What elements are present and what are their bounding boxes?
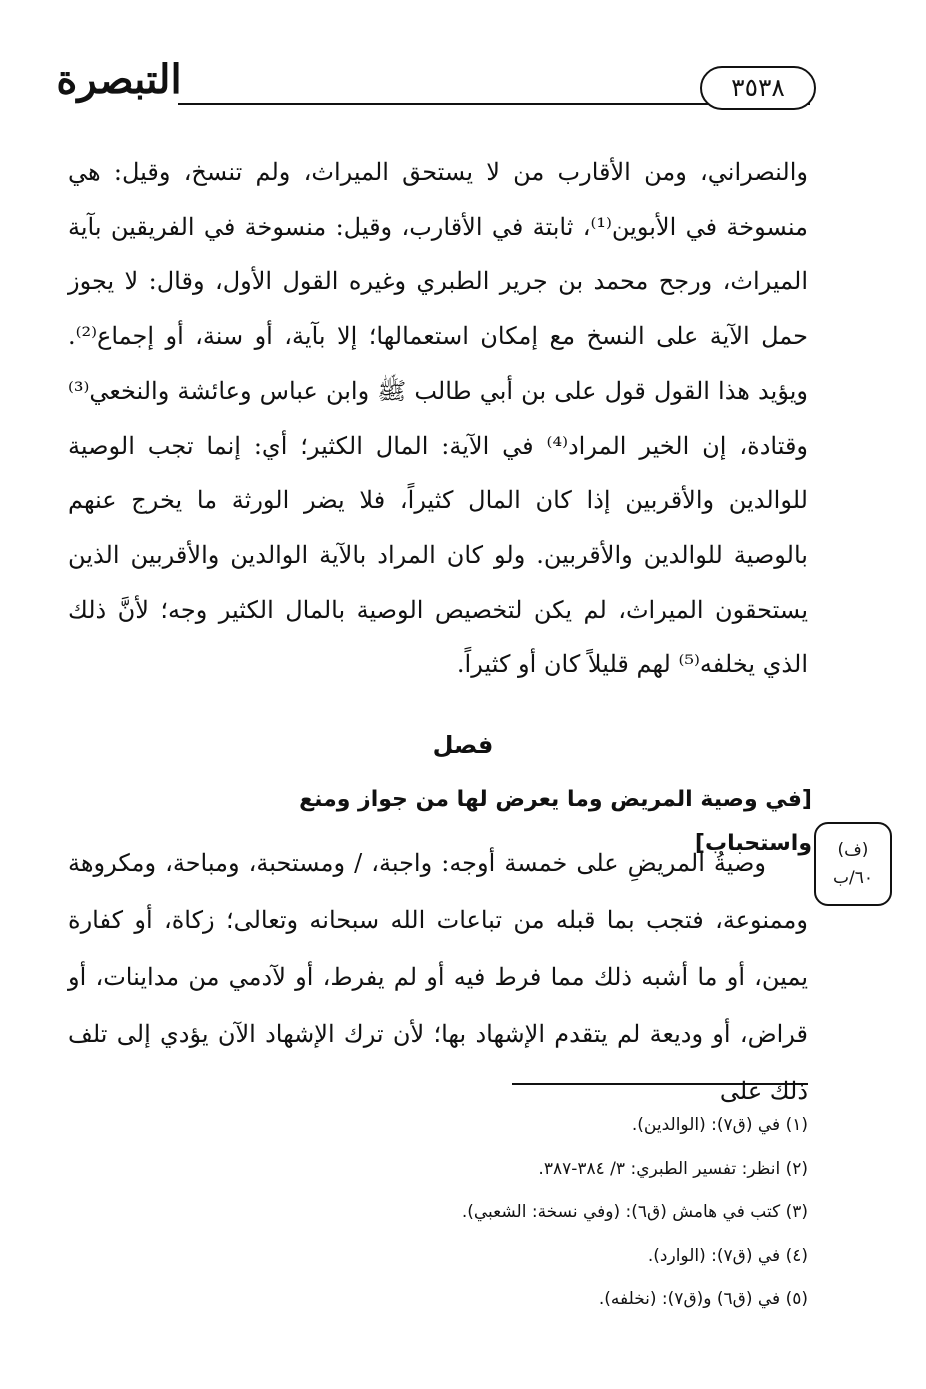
- page-number: ٣٥٣٨: [700, 66, 816, 110]
- second-paragraph: [68, 835, 808, 1120]
- footnotes: [200, 1104, 808, 1322]
- main-paragraph: [68, 145, 808, 692]
- footnote-2: (٢) انظر: تفسير الطبري: ٣/ ٣٨٤-٣٨٧.: [538, 1158, 808, 1179]
- book-title-logo: التبصرة: [56, 56, 182, 103]
- footnote-3: (٣) كتب في هامش (ق٦): (وفي نسخة: الشعبي).: [461, 1202, 808, 1222]
- footnote-separator: [512, 1083, 808, 1085]
- margin-note-line-1: (ف): [837, 840, 869, 860]
- footnote-4: (٤) في (ق٧): (الوارد).: [647, 1245, 808, 1266]
- footnote-1: (١) في (ق٧): (الوالدين).: [631, 1115, 808, 1135]
- manuscript-margin-note: [814, 822, 892, 906]
- second-paragraph-text: وصيةُ المريضِ على خمسة أوجه: واجبة، / ومستحبة، ومباحة، ومكروهة وممنوعة، فتجب بما قبله من تباعات الله سبحانه وتعالى؛ زكاة، أو كفارة يمين، أو ما أشبه ذلك مما فرط فيه أو لم يفرط، أو لآدمي من مداينات، أو قراض، أو وديعة لم يتقدم الإشهاد بها؛ لأن ترك الإشهاد الآن يؤدي إلى تلف ذلك على: [68, 849, 808, 1105]
- margin-note-line-2: ٦٠/ب: [833, 868, 873, 888]
- footnote-5: (٥) في (ق٦) و(ق٧): (نخلفه).: [598, 1289, 808, 1309]
- section-subheading: [في وصية المريض وما يعرض لها من جواز ومنع واستحباب]: [299, 787, 812, 856]
- section-heading: فصل: [432, 731, 494, 759]
- main-paragraph-text: والنصراني، ومن الأقارب من لا يستحق الميراث، ولم تنسخ، وقيل: هي منسوخة في الأبوين⁽¹⁾، ثابتة في الأقارب، وقيل: منسوخة في الفريقين بآية الميراث، ورجح محمد بن جرير الطبري وغيره القول الأول، وقال: لا يجوز حمل الآية على النسخ مع إمكان استعمالها؛ إلا بآية، أو سنة، أو إجماع⁽²⁾. ويؤيد هذا القول قول على بن أبي طالب ﷺ وابن عباس وعائشة والنخعي⁽³⁾ وقتادة، إن الخير المراد⁽⁴⁾ في الآية: المال الكثير؛ أي: إنما تجب الوصية للوالدين والأقربين إذا كان المال كثيراً، فلا يضر الورثة ما يخرج عنهم بالوصية للوالدين والأقربين. ولو كان المراد بالآية الوالدين والأقربين الذين يستحقون الميراث، لم يكن لتخصيص الوصية بالمال الكثير وجه؛ لأنَّ ذلك الذي يخلفه⁽⁵⁾ لهم قليلاً كان أو كثيراً.: [68, 158, 809, 679]
